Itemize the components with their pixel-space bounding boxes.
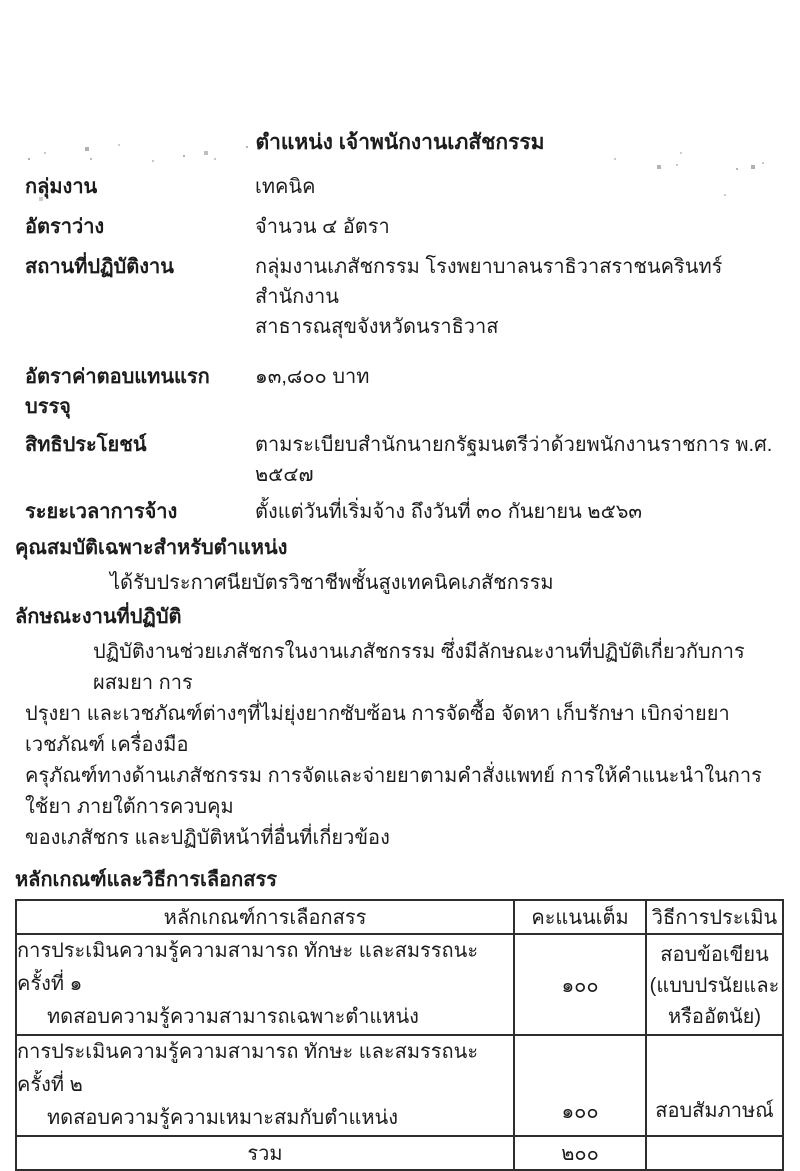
field-label: กลุ่มงาน bbox=[25, 176, 98, 198]
duties-line: ของเภสัชกร และปฏิบัติหน้าที่อื่นที่เกี่ยวข้อง bbox=[25, 827, 390, 849]
score-cell: ๑๐๐ bbox=[514, 1035, 646, 1136]
field-value: ตามระเบียบสำนักนายกรัฐมนตรีว่าด้วยพนักงานราชการ พ.ศ. ๒๕๔๗ bbox=[255, 434, 773, 486]
selection-table bbox=[15, 899, 784, 1171]
field-row-vacancy bbox=[25, 212, 775, 242]
duties-line: ปฏิบัติงานช่วยเภสัชกรในงานเภสัชกรรม ซึ่งมีลักษณะงานที่ปฏิบัติเกี่ยวกับการผสมยา การ bbox=[93, 641, 745, 694]
field-label: สิทธิประโยชน์ bbox=[25, 434, 147, 456]
field-value: ๑๓,๘๐๐ บาท bbox=[255, 366, 370, 388]
qualifications-text: ได้รับประกาศนียบัตรวิชาชีพชั้นสูงเทคนิคเภสัชกรรม bbox=[110, 572, 554, 594]
table-row-assessment-2 bbox=[16, 1035, 783, 1136]
criteria-line: การประเมินความรู้ความสามารถ ทักษะ และสมรรถนะ ครั้งที่ ๑ bbox=[17, 940, 479, 995]
criteria-cell bbox=[16, 934, 514, 1035]
field-row-employment-period bbox=[25, 497, 775, 527]
field-value bbox=[255, 252, 775, 342]
field-row-salary bbox=[25, 362, 775, 422]
total-method-cell bbox=[646, 1136, 783, 1170]
method-line: สอบสัมภาษณ์ bbox=[655, 1100, 774, 1122]
field-row-workplace bbox=[25, 252, 775, 342]
duties-heading: ลักษณะงานที่ปฏิบัติ bbox=[15, 606, 182, 628]
score-cell: ๑๐๐ bbox=[514, 934, 646, 1035]
scan-noise-right bbox=[0, 128, 2, 130]
method-line: สอบข้อเขียน bbox=[660, 944, 769, 966]
field-value: ตั้งแต่วันที่เริ่มจ้าง ถึงวันที่ ๓๐ กันยายน ๒๕๖๓ bbox=[255, 501, 643, 523]
field-label: ระยะเวลาการจ้าง bbox=[25, 501, 178, 523]
criteria-line: การประเมินความรู้ความสามารถ ทักษะ และสมรรถนะ ครั้งที่ ๒ bbox=[17, 1041, 479, 1096]
table-header-row bbox=[16, 900, 783, 934]
qualifications-heading: คุณสมบัติเฉพาะสำหรับตำแหน่ง bbox=[15, 537, 288, 559]
duties-line: ปรุงยา และเวชภัณฑ์ต่างๆที่ไม่ยุ่งยากซับซ้อน การจัดซื้อ จัดหา เก็บรักษา เบิกจ่ายยา เวชภัณฑ์ เครื่องมือ bbox=[25, 703, 730, 756]
method-cell bbox=[646, 1035, 783, 1136]
field-value-line: กลุ่มงานเภสัชกรรม โรงพยาบาลนราธิวาสราชนครินทร์ สำนักงาน bbox=[255, 256, 723, 308]
criteria-line: ทดสอบความรู้ความสามารถเฉพาะตำแหน่ง bbox=[47, 1006, 419, 1028]
field-row-benefits bbox=[25, 430, 775, 490]
method-cell bbox=[646, 934, 783, 1035]
field-label: อัตราค่าตอบแทนแรกบรรจุ bbox=[25, 366, 210, 418]
field-label: อัตราว่าง bbox=[25, 216, 105, 238]
criteria-line: ทดสอบความรู้ความเหมาะสมกับตำแหน่ง bbox=[47, 1107, 398, 1129]
table-row-total bbox=[16, 1136, 783, 1170]
method-line: (แบบปรนัยและ bbox=[649, 975, 780, 997]
total-score-cell: ๒๐๐ bbox=[514, 1136, 646, 1170]
selection-heading: หลักเกณฑ์และวิธีการเลือกสรร bbox=[15, 869, 277, 891]
field-row-workgroup bbox=[25, 172, 775, 202]
method-line: หรืออัตนัย) bbox=[668, 1006, 761, 1028]
field-value: เทคนิค bbox=[255, 176, 316, 198]
duties-paragraph bbox=[25, 637, 780, 854]
header-criteria: หลักเกณฑ์การเลือกสรร bbox=[16, 900, 514, 934]
field-value-line: สาธารณสุขจังหวัดนราธิวาส bbox=[255, 316, 499, 338]
document-page bbox=[0, 128, 800, 1165]
header-method: วิธีการประเมิน bbox=[646, 900, 783, 934]
field-list bbox=[25, 172, 775, 527]
duties-line: ครุภัณฑ์ทางด้านเภสัชกรรม การจัดและจ่ายยาตามคำสั่งแพทย์ การให้คำแนะนำในการใช้ยา ภายใต้การควบคุม bbox=[25, 765, 762, 818]
total-label-cell: รวม bbox=[16, 1136, 514, 1170]
criteria-cell bbox=[16, 1035, 514, 1136]
field-value: จำนวน ๔ อัตรา bbox=[255, 216, 390, 238]
header-full-score: คะแนนเต็ม bbox=[514, 900, 646, 934]
page-title: ตำแหน่ง เจ้าพนักงานเภสัชกรรม bbox=[255, 131, 545, 154]
table-row-assessment-1 bbox=[16, 934, 783, 1035]
field-label: สถานที่ปฏิบัติงาน bbox=[25, 256, 174, 278]
